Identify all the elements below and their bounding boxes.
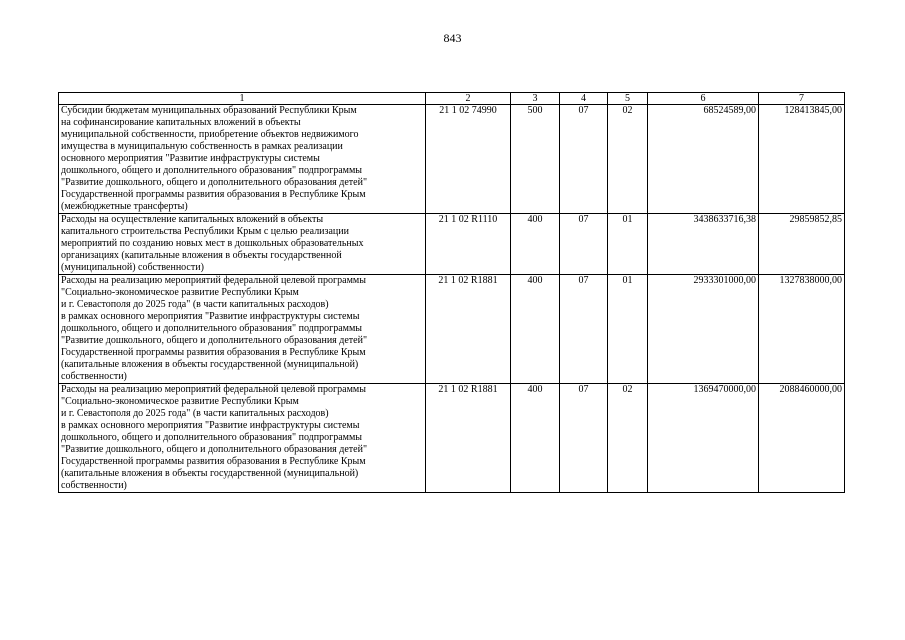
column-header-2: 2 <box>426 93 511 105</box>
expense-description: Расходы на реализацию мероприятий федеральной целевой программы "Социально-экономическое развитие Республики Крым и г. Севастополя до 2025 года" (в части капитальных расходов) в рамках основного мероприятия "Развитие инфраструктуры системы дошкольного, общего и дополнительного образования" подпрограммы "Развитие дошкольного, общего и дополнительного образования детей" Государственной программы развития образования в Республике Крым (капитальные вложения в объекты государственной (муниципальной) собственности) <box>59 275 426 384</box>
amount-year-1: 2933301000,00 <box>648 275 759 384</box>
subsection-code: 02 <box>608 384 648 493</box>
expense-description: Субсидии бюджетам муниципальных образований Республики Крым на софинансирование капитальных вложений в объекты муниципальной собственности, приобретение объектов недвижимого имущества в муниципальную собственность в рамках реализации основного мероприятия "Развитие инфраструктуры системы дошкольного, общего и дополнительного образования" подпрограммы "Развитие дошкольного, общего и дополнительного образования детей" Государственной программы развития образования в Республике Крым (межбюджетные трансферты) <box>59 105 426 214</box>
amount-year-2: 2088460000,00 <box>759 384 845 493</box>
expense-type-code: 400 <box>511 384 560 493</box>
column-header-6: 6 <box>648 93 759 105</box>
table-row <box>59 105 845 214</box>
column-header-3: 3 <box>511 93 560 105</box>
expense-type-code: 500 <box>511 105 560 214</box>
target-article-code: 21 1 02 R1881 <box>426 384 511 493</box>
section-code: 07 <box>560 214 608 275</box>
amount-year-1: 1369470000,00 <box>648 384 759 493</box>
subsection-code: 01 <box>608 275 648 384</box>
subsection-code: 02 <box>608 105 648 214</box>
amount-year-2: 128413845,00 <box>759 105 845 214</box>
budget-table <box>58 92 845 493</box>
expense-type-code: 400 <box>511 214 560 275</box>
expense-type-code: 400 <box>511 275 560 384</box>
section-code: 07 <box>560 275 608 384</box>
table-header <box>59 93 845 105</box>
target-article-code: 21 1 02 74990 <box>426 105 511 214</box>
expense-description: Расходы на осуществление капитальных вложений в объекты капитального строительства Республики Крым с целью реализации мероприятий по созданию новых мест в дошкольных образовательных организациях (капитальные вложения в объекты государственной (муниципальной) собственности) <box>59 214 426 275</box>
table-row <box>59 384 845 493</box>
table-row <box>59 275 845 384</box>
column-header-5: 5 <box>608 93 648 105</box>
amount-year-2: 1327838000,00 <box>759 275 845 384</box>
table-body <box>59 105 845 493</box>
column-header-1: 1 <box>59 93 426 105</box>
section-code: 07 <box>560 105 608 214</box>
target-article-code: 21 1 02 R1881 <box>426 275 511 384</box>
column-header-4: 4 <box>560 93 608 105</box>
target-article-code: 21 1 02 R1110 <box>426 214 511 275</box>
amount-year-1: 68524589,00 <box>648 105 759 214</box>
column-header-7: 7 <box>759 93 845 105</box>
section-code: 07 <box>560 384 608 493</box>
header-row <box>59 93 845 105</box>
table-row <box>59 214 845 275</box>
amount-year-2: 29859852,85 <box>759 214 845 275</box>
expense-description: Расходы на реализацию мероприятий федеральной целевой программы "Социально-экономическое развитие Республики Крым и г. Севастополя до 2025 года" (в части капитальных расходов) в рамках основного мероприятия "Развитие инфраструктуры системы дошкольного, общего и дополнительного образования" подпрограммы "Развитие дошкольного, общего и дополнительного образования детей" Государственной программы развития образования в Республике Крым (капитальные вложения в объекты государственной (муниципальной) собственности) <box>59 384 426 493</box>
page-number: 843 <box>443 31 462 45</box>
subsection-code: 01 <box>608 214 648 275</box>
amount-year-1: 3438633716,38 <box>648 214 759 275</box>
